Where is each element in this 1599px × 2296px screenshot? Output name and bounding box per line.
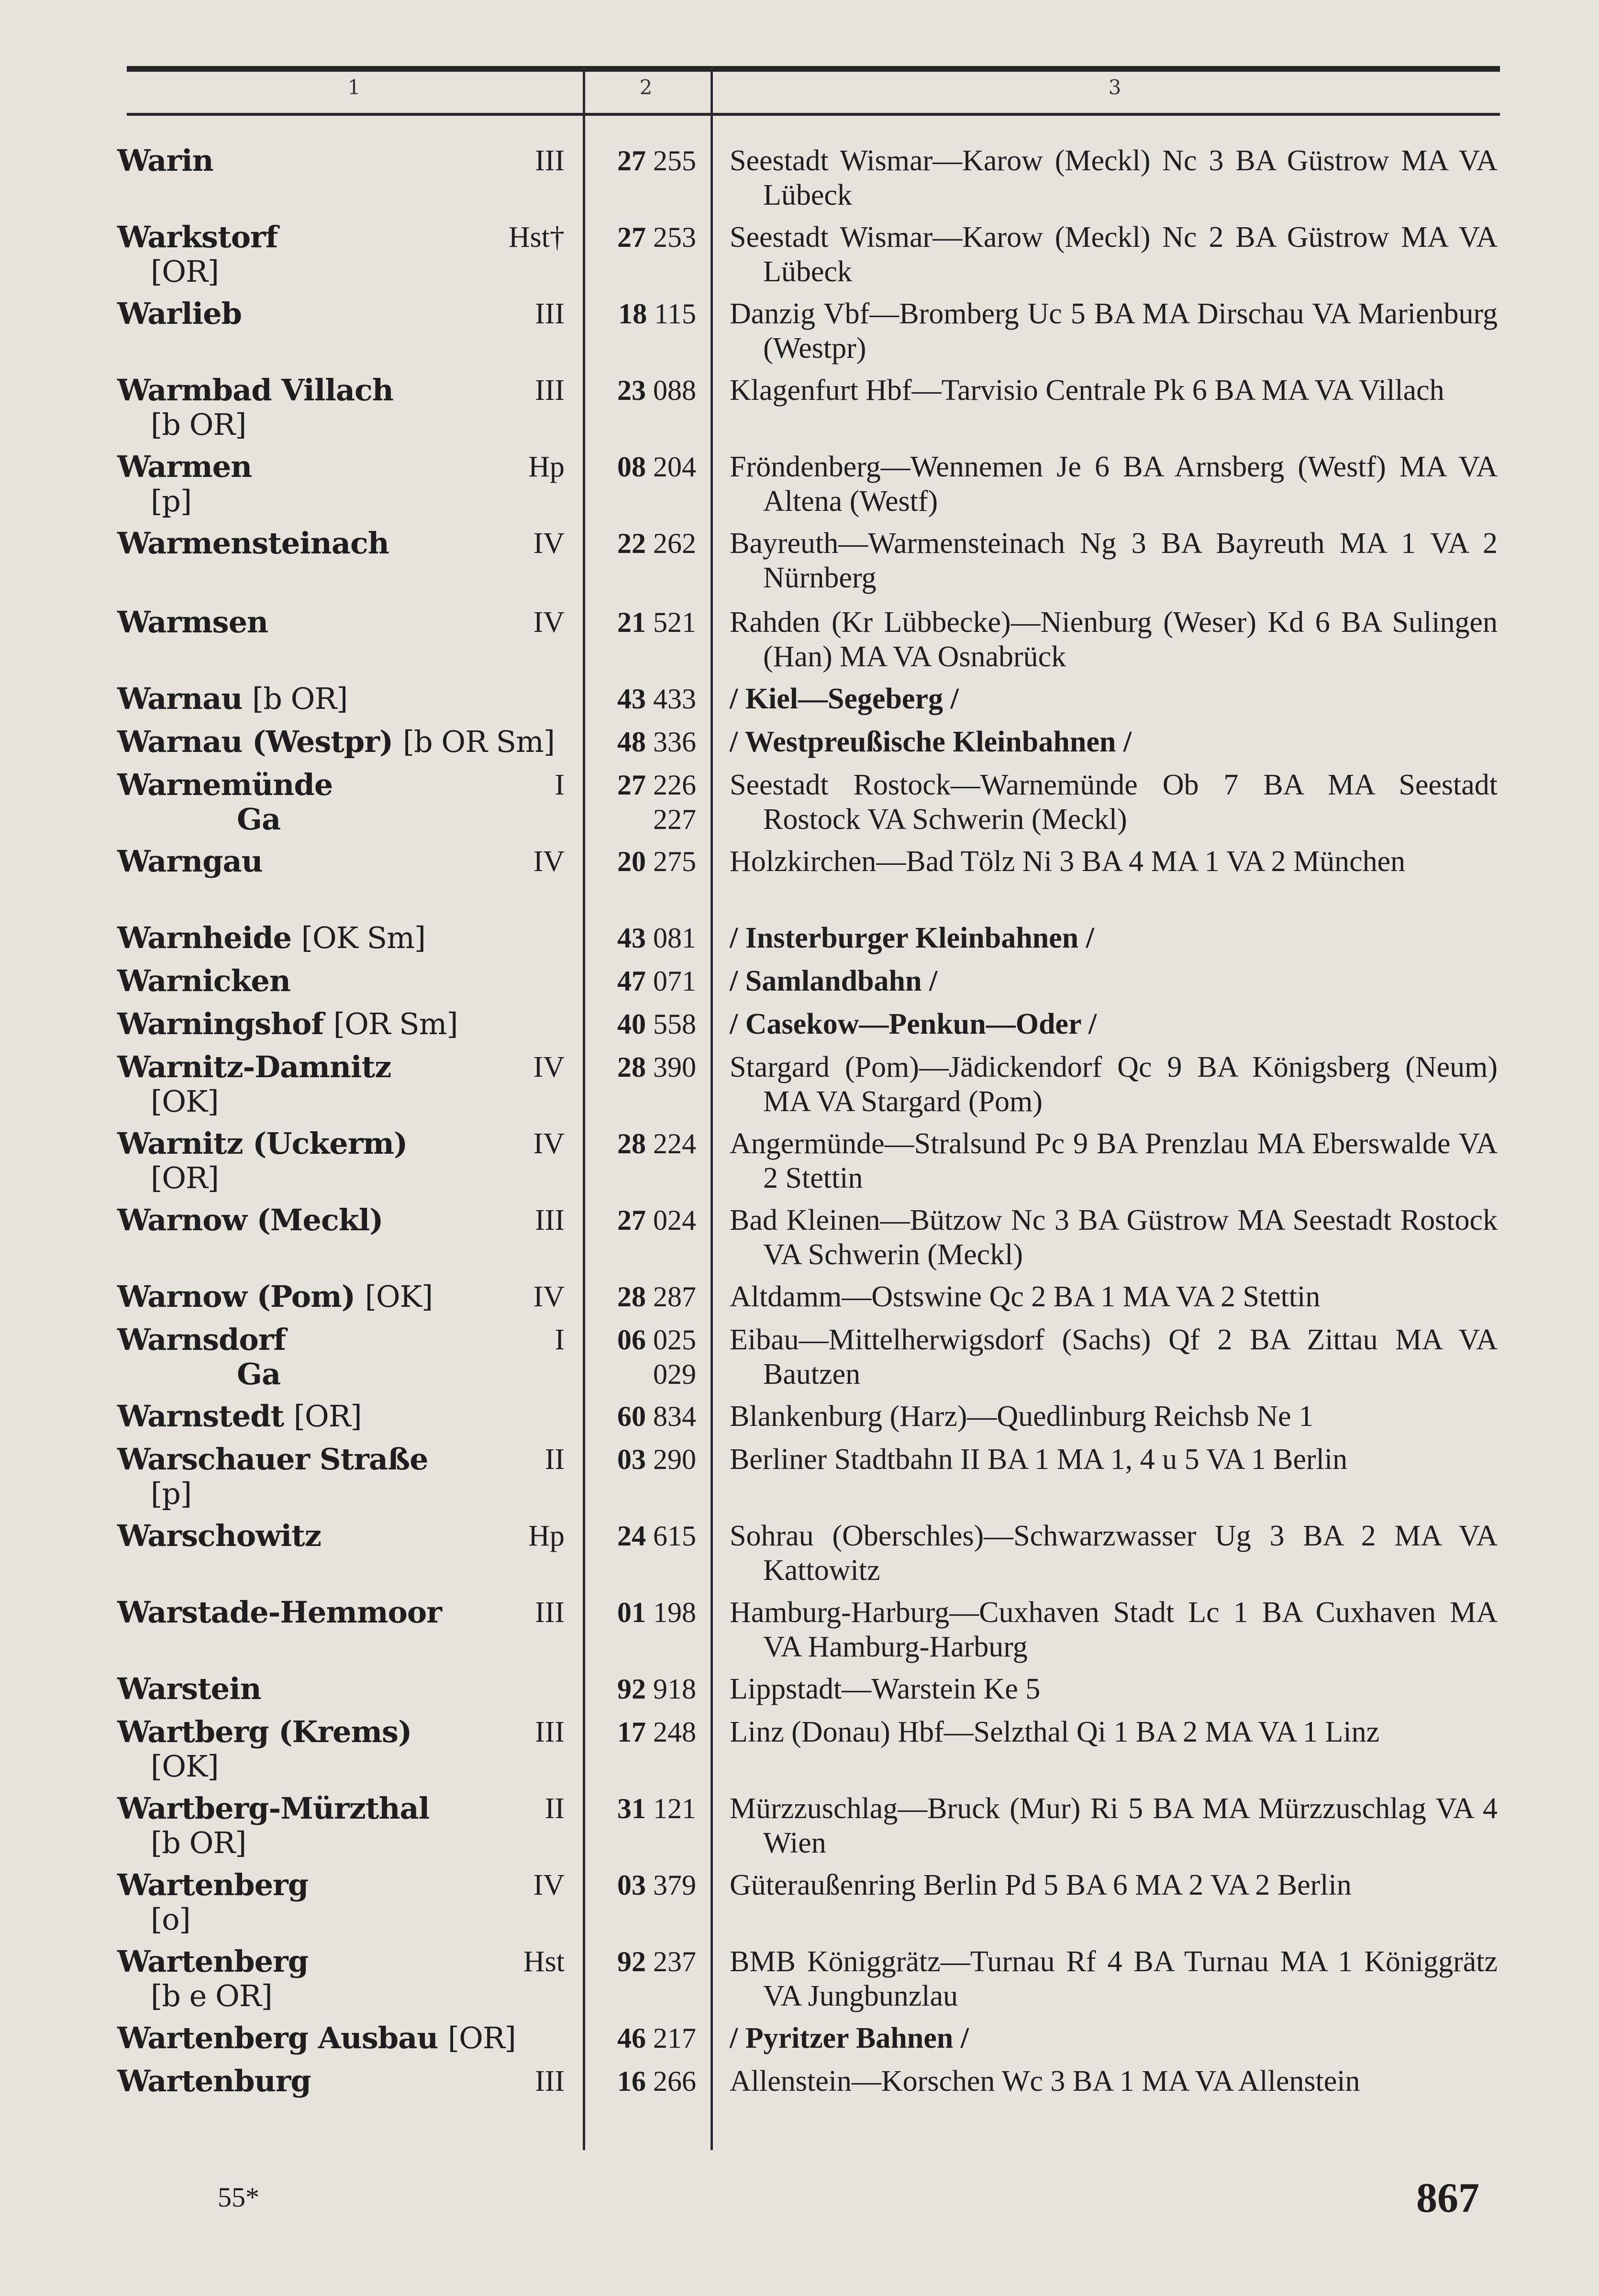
station-class: I <box>555 769 565 801</box>
station-number-prefix: 92 <box>617 1673 646 1705</box>
station-remark: [b OR] <box>151 407 246 442</box>
station-number-suffix: 255 <box>653 145 696 177</box>
station-remark: [OR Sm] <box>333 1006 458 1041</box>
station-number <box>586 1715 696 1749</box>
route-description: Danzig Vbf—Bromberg Uc 5 BA MA Dirschau VA Marienburg (Westpr) <box>730 298 1498 364</box>
station-class: III <box>535 374 565 407</box>
station-goods-marker: Ga <box>237 802 281 837</box>
column-divider-2 <box>711 67 713 2150</box>
station-remark: [b OR] <box>252 681 348 716</box>
route-description: Eibau—Mittelherwigsdorf (Sachs) Qf 2 BA Zittau MA VA Bautzen <box>730 1324 1498 1391</box>
station-number-prefix: 03 <box>617 1444 646 1475</box>
station-class: IV <box>533 1051 565 1083</box>
station-name: Warngau <box>117 844 263 879</box>
station-class: IV <box>533 527 565 560</box>
station-number-suffix: 071 <box>653 965 696 997</box>
route-description: Seestadt Wismar—Karow (Meckl) Nc 2 BA Güstrow MA VA Lübeck <box>730 221 1498 288</box>
station-number <box>586 1672 696 1706</box>
route-description: Hamburg-Harburg—Cuxhaven Stadt Lc 1 BA Cuxhaven MA VA Hamburg-Harburg <box>730 1596 1498 1663</box>
station-name: Wartenberg <box>117 1944 309 1979</box>
station-name-cell <box>117 2021 557 2055</box>
route-description: Berliner Stadtbahn II BA 1 MA 1, 4 u 5 VA 1 Berlin <box>730 1443 1348 1476</box>
station-name: Warmsen <box>117 605 268 640</box>
station-goods-marker: Ga <box>237 1357 281 1391</box>
station-class: III <box>535 298 565 330</box>
station-number-suffix: 253 <box>653 221 696 253</box>
route-description: / Kiel—Segeberg / <box>730 683 959 715</box>
station-name: Warnitz-Damnitz <box>117 1049 391 1084</box>
station-number <box>586 297 696 331</box>
station-name: Warningshof <box>117 1006 324 1041</box>
station-class: Hst† <box>508 221 565 254</box>
station-number <box>586 1203 696 1237</box>
station-number-prefix: 27 <box>617 145 646 177</box>
station-number-prefix: 40 <box>617 1008 646 1040</box>
station-number <box>586 144 696 178</box>
station-number-suffix: 226 <box>653 769 696 801</box>
station-number <box>586 682 696 716</box>
station-class: III <box>535 144 565 177</box>
station-number-suffix: 290 <box>653 1444 696 1475</box>
station-class: II <box>544 1792 565 1825</box>
station-number <box>586 2064 696 2098</box>
station-number <box>586 220 696 254</box>
column-header-1: 1 <box>347 76 361 99</box>
station-number <box>586 1050 696 1084</box>
station-class: III <box>535 2065 565 2097</box>
station-number <box>586 1944 696 1979</box>
route-description: BMB Königgrätz—Turnau Rf 4 BA Turnau MA 1 Königgrätz VA Jungbunzlau <box>730 1945 1498 2012</box>
station-class: Hp <box>528 1520 565 1552</box>
station-number-alt: 029 <box>653 1358 696 1390</box>
route-description: / Insterburger Kleinbahnen / <box>730 922 1094 954</box>
station-number <box>586 768 696 837</box>
station-name: Warnemünde <box>117 767 333 802</box>
route-description: Fröndenberg—Wennemen Je 6 BA Arnsberg (Westf) MA VA Altena (Westf) <box>730 451 1498 518</box>
station-number-prefix: 28 <box>617 1051 646 1083</box>
station-name-cell <box>117 725 557 759</box>
station-number-suffix: 088 <box>653 375 696 406</box>
route-description: / Westpreußische Kleinbahnen / <box>730 726 1132 758</box>
route-description: Angermünde—Stralsund Pc 9 BA Prenzlau MA Eberswalde VA 2 Stettin <box>730 1127 1498 1194</box>
station-number-prefix: 03 <box>617 1869 646 1901</box>
station-number <box>586 964 696 998</box>
station-class: IV <box>533 1127 565 1160</box>
station-number <box>586 1442 696 1477</box>
station-class: IV <box>533 606 565 639</box>
route-description: Bad Kleinen—Bützow Nc 3 BA Güstrow MA Seestadt Rostock VA Schwerin (Meckl) <box>730 1204 1498 1271</box>
station-name: Warmen <box>117 449 252 484</box>
signature-mark: 55* <box>218 2182 259 2213</box>
station-number-suffix: 918 <box>653 1673 696 1705</box>
station-number-suffix: 204 <box>653 451 696 483</box>
station-class: Hst <box>523 1945 565 1978</box>
station-number-suffix: 336 <box>653 726 696 758</box>
station-number-suffix: 237 <box>653 1946 696 1977</box>
station-number-prefix: 21 <box>617 607 646 638</box>
route-description: / Casekow—Penkun—Oder / <box>730 1008 1097 1040</box>
station-name-cell <box>117 964 557 998</box>
station-remark: [OR] <box>151 1160 219 1195</box>
station-name: Warnow (Meckl) <box>117 1203 383 1237</box>
station-number-suffix: 248 <box>653 1716 696 1748</box>
station-number-alt: 227 <box>653 804 696 835</box>
station-class: Hp <box>528 451 565 483</box>
station-number <box>586 1595 696 1630</box>
station-name: Wartenburg <box>117 2064 311 2098</box>
station-name: Warnstedt <box>117 1399 284 1434</box>
station-name: Warnsdorf <box>117 1322 286 1357</box>
route-description: / Samlandbahn / <box>730 965 938 997</box>
station-remark: [OK] <box>151 1084 219 1119</box>
station-number-prefix: 60 <box>617 1401 646 1432</box>
route-description: Altdamm—Ostswine Qc 2 BA 1 MA VA 2 Stettin <box>730 1280 1321 1313</box>
station-number-prefix: 48 <box>617 726 646 758</box>
station-remark: [b OR Sm] <box>402 724 555 759</box>
station-class: IV <box>533 845 565 878</box>
station-remark: [OR] <box>293 1399 362 1434</box>
station-name: Warstade-Hemmoor <box>117 1595 442 1630</box>
route-description: Stargard (Pom)—Jädickendorf Qc 9 BA Königsberg (Neum) MA VA Stargard (Pom) <box>730 1051 1498 1118</box>
station-number-prefix: 46 <box>617 2022 646 2054</box>
header-rule-top <box>127 66 1500 72</box>
station-number-suffix: 024 <box>653 1204 696 1236</box>
station-number-prefix: 27 <box>617 221 646 253</box>
station-number <box>586 1280 696 1314</box>
station-remark: [p] <box>151 1476 192 1511</box>
station-number <box>586 1791 696 1826</box>
station-number-prefix: 92 <box>617 1946 646 1977</box>
station-name: Wartberg-Mürzthal <box>117 1791 430 1826</box>
station-name-cell <box>117 1007 557 1041</box>
station-name: Wartenberg Ausbau <box>117 2020 438 2055</box>
station-number-prefix: 08 <box>617 451 646 483</box>
station-number-prefix: 22 <box>617 528 646 559</box>
station-name: Warnow (Pom) <box>117 1279 355 1314</box>
station-name: Wartenberg <box>117 1867 309 1902</box>
header-rule-bottom <box>127 113 1500 116</box>
station-number-prefix: 43 <box>617 922 646 954</box>
station-number-prefix: 43 <box>617 683 646 715</box>
station-number-suffix: 266 <box>653 2065 696 2097</box>
station-number <box>586 1399 696 1434</box>
route-description: Mürzzuschlag—Bruck (Mur) Ri 5 BA MA Mürzzuschlag VA 4 Wien <box>730 1792 1498 1859</box>
station-number-prefix: 27 <box>617 769 646 801</box>
station-class: III <box>535 1204 565 1236</box>
route-description: Seestadt Wismar—Karow (Meckl) Nc 3 BA Güstrow MA VA Lübeck <box>730 144 1498 211</box>
station-remark: [b OR] <box>151 1825 246 1860</box>
route-description: / Pyritzer Bahnen / <box>730 2022 969 2054</box>
page-number: 867 <box>1416 2175 1479 2221</box>
station-remark: [OK Sm] <box>301 920 426 955</box>
station-name: Warnau <box>117 681 243 716</box>
station-name-cell <box>117 682 557 716</box>
route-description: Holzkirchen—Bad Tölz Ni 3 BA 4 MA 1 VA 2 München <box>730 845 1406 878</box>
station-number <box>586 921 696 955</box>
station-name: Warlieb <box>117 296 242 331</box>
station-name: Warmbad Villach <box>117 373 393 408</box>
station-remark: [OK] <box>151 1749 219 1784</box>
station-remark: [OR] <box>447 2020 516 2055</box>
station-number-suffix: 115 <box>654 298 696 330</box>
station-number-suffix: 224 <box>653 1128 696 1159</box>
station-number-suffix: 198 <box>653 1597 696 1628</box>
station-number <box>586 725 696 759</box>
station-number-suffix: 275 <box>653 846 696 877</box>
route-description: Allenstein—Korschen Wc 3 BA 1 MA VA Allenstein <box>730 2065 1360 2097</box>
station-number <box>586 1126 696 1161</box>
station-class: II <box>544 1443 565 1476</box>
station-number <box>586 450 696 484</box>
station-number <box>586 1868 696 1902</box>
station-remark: [b e OR] <box>151 1978 272 2013</box>
station-number-prefix: 27 <box>617 1204 646 1236</box>
station-number <box>586 1007 696 1041</box>
station-number-suffix: 521 <box>653 607 696 638</box>
station-number-prefix: 23 <box>617 375 646 406</box>
route-description: Klagenfurt Hbf—Tarvisio Centrale Pk 6 BA MA VA Villach <box>730 374 1444 407</box>
station-remark: [o] <box>151 1902 190 1937</box>
station-number-suffix: 287 <box>653 1281 696 1313</box>
station-name: Warkstorf <box>117 220 278 254</box>
station-class: III <box>535 1596 565 1629</box>
station-number <box>586 373 696 408</box>
station-name-cell <box>117 1399 557 1434</box>
station-class: I <box>555 1324 565 1356</box>
route-description: Lippstadt—Warstein Ke 5 <box>730 1673 1041 1705</box>
station-name: Warnicken <box>117 963 290 998</box>
station-number <box>586 2021 696 2055</box>
station-name-cell <box>117 921 557 955</box>
route-description: Seestadt Rostock—Warnemünde Ob 7 BA MA Seestadt Rostock VA Schwerin (Meckl) <box>730 769 1498 836</box>
station-number-suffix: 558 <box>653 1008 696 1040</box>
station-number <box>586 605 696 640</box>
station-number-suffix: 262 <box>653 528 696 559</box>
station-class: IV <box>533 1869 565 1901</box>
station-number-suffix: 121 <box>653 1793 696 1824</box>
column-divider-1 <box>583 67 585 2150</box>
station-number <box>586 1519 696 1553</box>
station-remark: [OR] <box>151 254 219 289</box>
route-description: Linz (Donau) Hbf—Selzthal Qi 1 BA 2 MA VA 1 Linz <box>730 1716 1380 1748</box>
route-description: Güteraußenring Berlin Pd 5 BA 6 MA 2 VA 2 Berlin <box>730 1869 1352 1901</box>
station-number-prefix: 28 <box>617 1128 646 1159</box>
station-class: III <box>535 1716 565 1748</box>
station-number-prefix: 16 <box>617 2065 646 2097</box>
station-number-suffix: 615 <box>653 1520 696 1552</box>
station-number <box>586 526 696 561</box>
route-description: Sohrau (Oberschles)—Schwarzwasser Ug 3 BA 2 MA VA Kattowitz <box>730 1520 1498 1587</box>
station-name: Warnau (Westpr) <box>117 724 393 759</box>
station-number-prefix: 24 <box>617 1520 646 1552</box>
station-name-cell <box>117 1672 557 1706</box>
station-name: Warnheide <box>117 920 292 955</box>
station-remark: [p] <box>151 484 192 519</box>
station-number-prefix: 20 <box>617 846 646 877</box>
station-number-prefix: 18 <box>618 298 647 330</box>
station-name: Wartberg (Krems) <box>117 1714 412 1749</box>
column-header-3: 3 <box>1108 76 1122 99</box>
station-number-suffix: 081 <box>653 922 696 954</box>
station-name: Warstein <box>117 1671 261 1706</box>
route-description: Rahden (Kr Lübbecke)—Nienburg (Weser) Kd 6 BA Sulingen (Han) MA VA Osnabrück <box>730 606 1498 673</box>
station-number <box>586 844 696 879</box>
column-header-2: 2 <box>639 76 653 99</box>
station-number-prefix: 47 <box>617 965 646 997</box>
station-number-prefix: 06 <box>617 1324 646 1356</box>
route-description: Blankenburg (Harz)—Quedlinburg Reichsb Ne 1 <box>730 1400 1314 1433</box>
station-number-prefix: 28 <box>617 1281 646 1313</box>
station-number-prefix: 17 <box>617 1716 646 1748</box>
station-name: Warschowitz <box>117 1518 321 1553</box>
station-class: IV <box>533 1280 565 1313</box>
station-number-suffix: 217 <box>653 2022 696 2054</box>
station-number-suffix: 379 <box>653 1869 696 1901</box>
station-name: Warschauer Straße <box>117 1442 428 1477</box>
station-name: Warmensteinach <box>117 526 389 561</box>
station-name: Warnitz (Uckerm) <box>117 1126 408 1161</box>
station-number-suffix: 834 <box>653 1401 696 1432</box>
station-name: Warin <box>117 143 213 178</box>
station-number <box>586 1323 696 1391</box>
station-number-prefix: 31 <box>617 1793 646 1824</box>
station-remark: [OK] <box>365 1279 433 1314</box>
station-number-suffix: 390 <box>653 1051 696 1083</box>
station-number-suffix: 433 <box>653 683 696 715</box>
route-description: Bayreuth—Warmensteinach Ng 3 BA Bayreuth MA 1 VA 2 Nürnberg <box>730 527 1498 594</box>
station-number-suffix: 025 <box>653 1324 696 1356</box>
station-number-prefix: 01 <box>617 1597 646 1628</box>
